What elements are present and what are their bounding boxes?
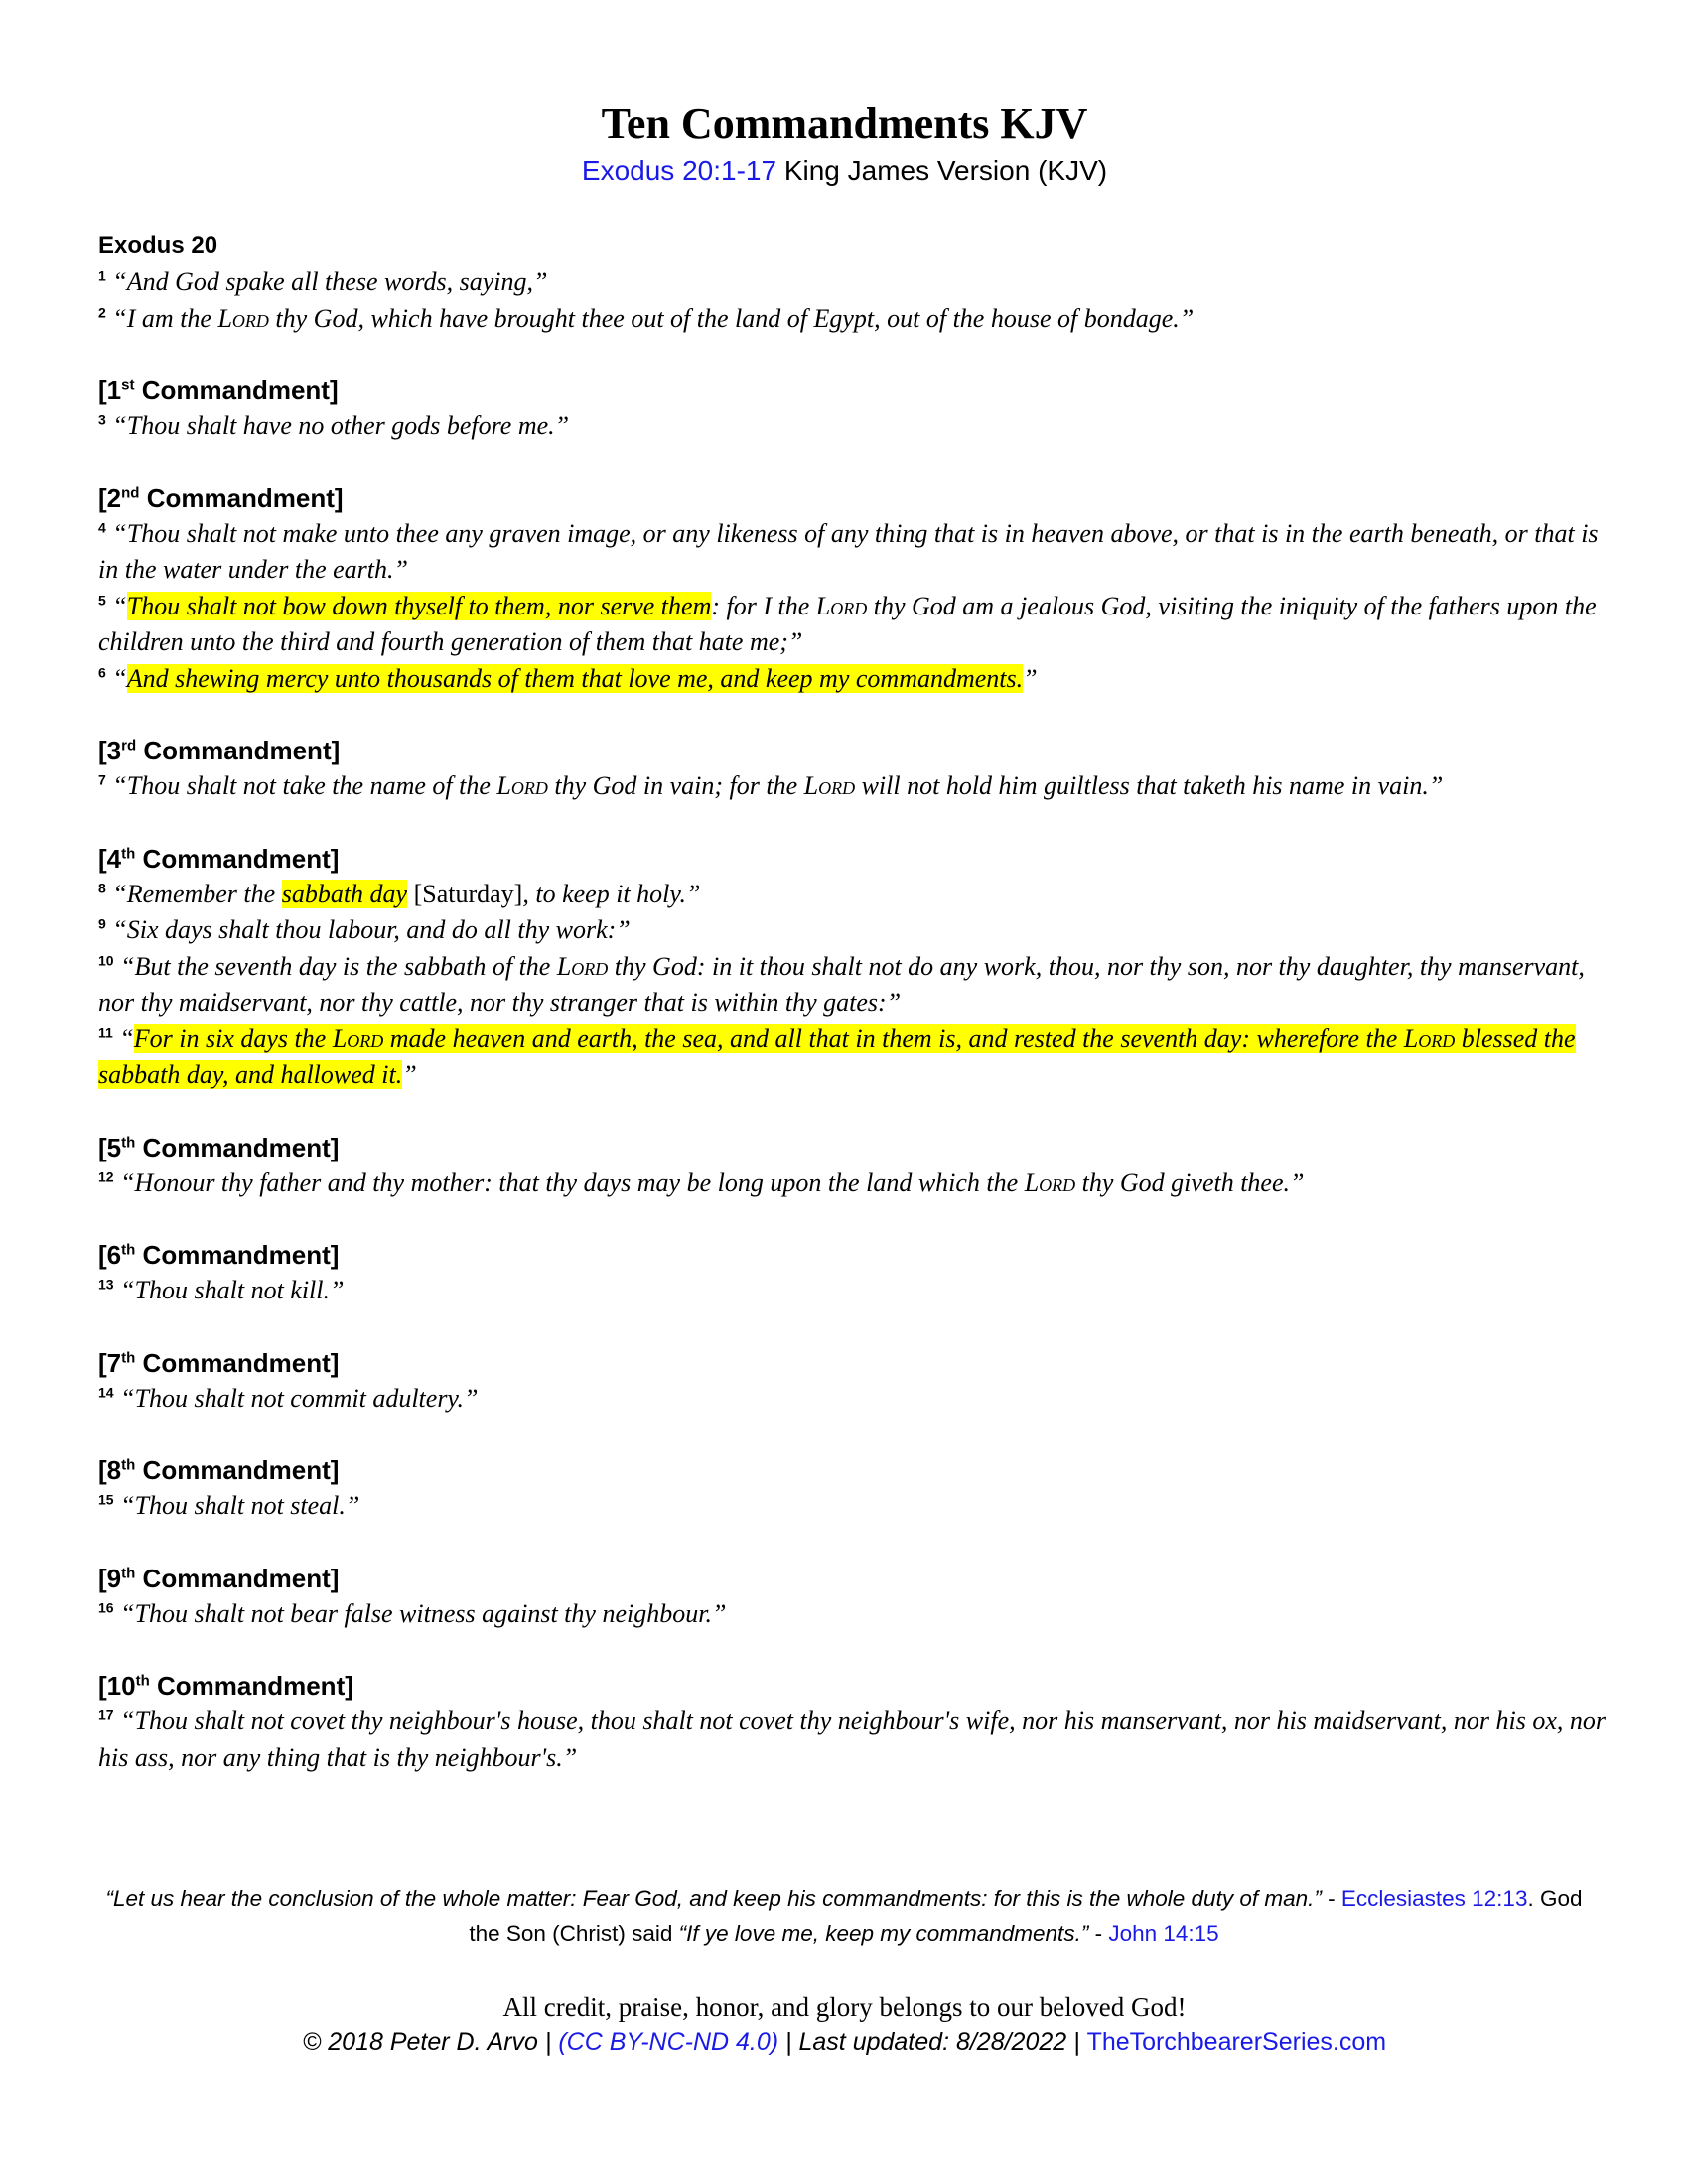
verse-12: [98, 1165, 1608, 1202]
verse-3: [98, 408, 1608, 445]
verse-text: “But the seventh day is the sabbath of the: [120, 951, 557, 981]
jesus-quote: “If ye love me, keep my commandments.”: [678, 1921, 1089, 1946]
commandment-label: Commandment]: [135, 1455, 340, 1485]
verse-text: : for I the: [711, 591, 816, 620]
verse-15: [98, 1488, 1608, 1525]
verse-number: 14: [98, 1383, 114, 1400]
license-link[interactable]: (CC BY-NC-ND 4.0): [558, 2028, 779, 2056]
verse-text: “Thou shalt not bear false witness against thy neighbour.”: [120, 1598, 727, 1628]
credit-line: All credit, praise, honor, and glory belongs to our beloved God!: [502, 1992, 1187, 2022]
verse-text: “Remember the: [112, 879, 282, 908]
verse-text: “Thou shalt not steal.”: [120, 1491, 360, 1520]
commandment-label: Commandment]: [135, 843, 340, 874]
verse-text: blessed the sabbath day, and hallowed it.: [98, 1024, 1576, 1089]
verse-number: 4: [98, 518, 106, 535]
lord-word: Lord: [332, 1024, 384, 1053]
commandment-heading-9: [9th Commandment]: [98, 1563, 340, 1593]
verse-text: , to keep it holy.”: [522, 879, 701, 908]
version-label: King James Version (KJV): [776, 155, 1108, 186]
commandment-label: Commandment]: [136, 736, 341, 765]
website-link[interactable]: TheTorchbearerSeries.com: [1086, 2028, 1387, 2056]
verse-text: “Honour thy father and thy mother: that thy days may be long upon the land which the: [120, 1167, 1025, 1197]
closing-quote: [89, 1881, 1599, 1951]
verse-2: [98, 301, 1608, 338]
ordinal-suffix: th: [135, 1672, 150, 1690]
commandment-number: 8: [106, 1455, 122, 1485]
quote-mark: “: [112, 663, 127, 693]
exodus-ref-link[interactable]: Exodus 20:1-17: [581, 155, 777, 186]
verse-10: [98, 949, 1608, 1022]
highlighted-text: And shewing mercy unto thousands of them that love me, and keep my commandments.: [126, 663, 1024, 693]
quote-mark: ”: [402, 1060, 417, 1089]
verse-16: [98, 1596, 1608, 1633]
commandment-label: Commandment]: [135, 1132, 340, 1162]
verse-number: 9: [98, 915, 106, 932]
dash: -: [1088, 1921, 1109, 1946]
commandment-number: 2: [106, 482, 122, 513]
commandment-heading-6: [6th Commandment]: [98, 1240, 340, 1270]
commandment-label: Commandment]: [135, 1240, 340, 1270]
verse-text: thy God am a jealous God, visiting the iniquity of the fathers upon the children unto the third and fourth generation of them that hate me;”: [98, 591, 1597, 656]
highlighted-text: Thou shalt not bow down thyself to them, nor serve them: [126, 591, 712, 620]
lord-word: Lord: [803, 771, 856, 800]
ordinal-suffix: th: [121, 1348, 136, 1366]
verse-number: 16: [98, 1598, 114, 1615]
verse-5: [98, 589, 1608, 661]
commandment-number: 1: [106, 375, 122, 405]
verse-number: 3: [98, 411, 106, 428]
commandment-heading-1: [1st Commandment]: [98, 375, 339, 405]
ordinal-suffix: rd: [121, 737, 137, 754]
commandment-number: 9: [106, 1563, 122, 1593]
verse-text: will not hold him guiltless that taketh his name in vain.”: [855, 771, 1444, 800]
verse-text: “Thou shalt have no other gods before me.”: [112, 411, 570, 440]
verse-text: thy God: in it thou shalt not do any work, thou, nor thy son, nor thy daughter, thy manservant, nor thy maidservant, nor thy cattle, nor thy stranger that is within thy gates:”: [98, 951, 1585, 1017]
verse-1: [98, 264, 1608, 301]
chapter-heading: Exodus 20: [98, 232, 218, 259]
verse-text: For in six days the: [133, 1024, 333, 1053]
verse-number: 6: [98, 663, 106, 680]
ecclesiastes-quote: “Let us hear the conclusion of the whole matter: Fear God, and keep his commandments: for this is the whole duty of man.”: [105, 1886, 1322, 1911]
dash: -: [1321, 1886, 1341, 1911]
verse-text: “I am the: [112, 303, 218, 333]
ordinal-suffix: nd: [121, 483, 140, 501]
ordinal-suffix: th: [121, 844, 136, 862]
verse-number: 8: [98, 879, 106, 895]
verse-17: [98, 1704, 1608, 1776]
commandment-heading-10: [10th Commandment]: [98, 1671, 353, 1701]
verse-13: [98, 1273, 1608, 1309]
commandment-label: Commandment]: [134, 375, 339, 405]
lord-word: Lord: [1024, 1167, 1076, 1197]
page-title: Ten Commandments KJV: [601, 99, 1088, 148]
quote-mark: ”: [1023, 663, 1038, 693]
commandment-heading-7: [7th Commandment]: [98, 1347, 340, 1378]
commandment-heading-4: [4th Commandment]: [98, 843, 340, 874]
verse-text: “Thou shalt not kill.”: [120, 1276, 345, 1304]
verse-number: 5: [98, 591, 106, 608]
verse-14: [98, 1381, 1608, 1418]
copyright-line: [0, 2023, 1689, 2061]
verse-text: made heaven and earth, the sea, and all that in them is, and rested the seventh day: wherefore the: [383, 1024, 1404, 1053]
ordinal-suffix: st: [121, 376, 135, 394]
lord-word: Lord: [496, 771, 548, 800]
verse-4: [98, 516, 1608, 589]
ordinal-suffix: th: [121, 1241, 136, 1259]
commandment-number: 3: [106, 736, 122, 765]
verse-9: [98, 912, 1608, 949]
highlighted-text: [98, 1024, 1576, 1090]
commandment-heading-5: [5th Commandment]: [98, 1132, 340, 1162]
commandment-number: 5: [106, 1132, 122, 1162]
verse-text: “Six days shalt thou labour, and do all thy work:”: [112, 915, 631, 944]
verse-text: thy God giveth thee.”: [1075, 1167, 1305, 1197]
verse-number: 2: [98, 303, 106, 320]
lord-word: Lord: [1403, 1024, 1456, 1053]
commandment-label: Commandment]: [139, 482, 344, 513]
commandment-heading-8: [8th Commandment]: [98, 1455, 340, 1485]
verse-text: thy God, which have brought thee out of the land of Egypt, out of the house of bondage.”: [268, 303, 1195, 333]
verse-text: “Thou shalt not commit adultery.”: [120, 1383, 479, 1413]
verse-text: “Thou shalt not take the name of the: [112, 771, 497, 800]
commandment-heading-3: [3rd Commandment]: [98, 736, 341, 765]
last-updated: | Last updated: 8/28/2022 |: [778, 2028, 1087, 2056]
highlighted-text: sabbath day: [281, 879, 408, 908]
commandment-number: 6: [106, 1240, 122, 1270]
verse-number: 7: [98, 771, 106, 788]
verse-number: 15: [98, 1491, 114, 1508]
quote-mark: “: [119, 1024, 134, 1053]
ordinal-suffix: th: [121, 1456, 136, 1474]
verse-text: “And God spake all these words, saying,”: [112, 267, 548, 296]
commandment-label: Commandment]: [135, 1347, 340, 1378]
verse-8: [98, 877, 1608, 913]
commandment-label: Commandment]: [135, 1563, 340, 1593]
verse-number: 11: [98, 1024, 113, 1040]
commandment-number: 7: [106, 1347, 122, 1378]
ecclesiastes-ref-link[interactable]: Ecclesiastes 12:13: [1340, 1886, 1528, 1911]
lord-word: Lord: [217, 303, 269, 333]
ordinal-suffix: th: [121, 1133, 136, 1151]
verse-11: [98, 1022, 1608, 1094]
commandment-label: Commandment]: [149, 1671, 353, 1701]
verse-number: 12: [98, 1167, 114, 1184]
lord-word: Lord: [556, 951, 609, 981]
verse-number: 13: [98, 1276, 114, 1293]
saturday-note: [Saturday]: [407, 879, 523, 908]
commandment-number: 4: [106, 843, 122, 874]
verse-number: 1: [98, 267, 106, 284]
quote-mark: “: [112, 591, 127, 620]
verse-number: 17: [98, 1706, 114, 1723]
commandment-number: 10: [106, 1671, 136, 1701]
page-subtitle: [0, 151, 1689, 191]
verse-text: “Thou shalt not covet thy neighbour's house, thou shalt not covet thy neighbour's wife, nor his manservant, nor his maidservant, nor his ox, nor his ass, nor any thing that is thy neighbour's.”: [98, 1706, 1607, 1772]
ordinal-suffix: th: [121, 1564, 136, 1581]
john-ref-link[interactable]: John 14:15: [1108, 1921, 1219, 1946]
verse-number: 10: [98, 951, 114, 968]
copyright-text: © 2018 Peter D. Arvo |: [302, 2028, 559, 2056]
commandment-heading-2: [2nd Commandment]: [98, 482, 344, 513]
quote-connector: . God the Son (Christ) said: [469, 1886, 1583, 1946]
verse-text: “Thou shalt not make unto thee any graven image, or any likeness of any thing that is in heaven above, or that is in the earth beneath, or that is in the water under the earth.”: [98, 518, 1599, 584]
verse-6: [98, 661, 1608, 698]
scripture-body: [98, 228, 1608, 1776]
verse-7: [98, 768, 1608, 805]
verse-text: thy God in vain; for the: [547, 771, 804, 800]
lord-word: Lord: [815, 591, 868, 620]
